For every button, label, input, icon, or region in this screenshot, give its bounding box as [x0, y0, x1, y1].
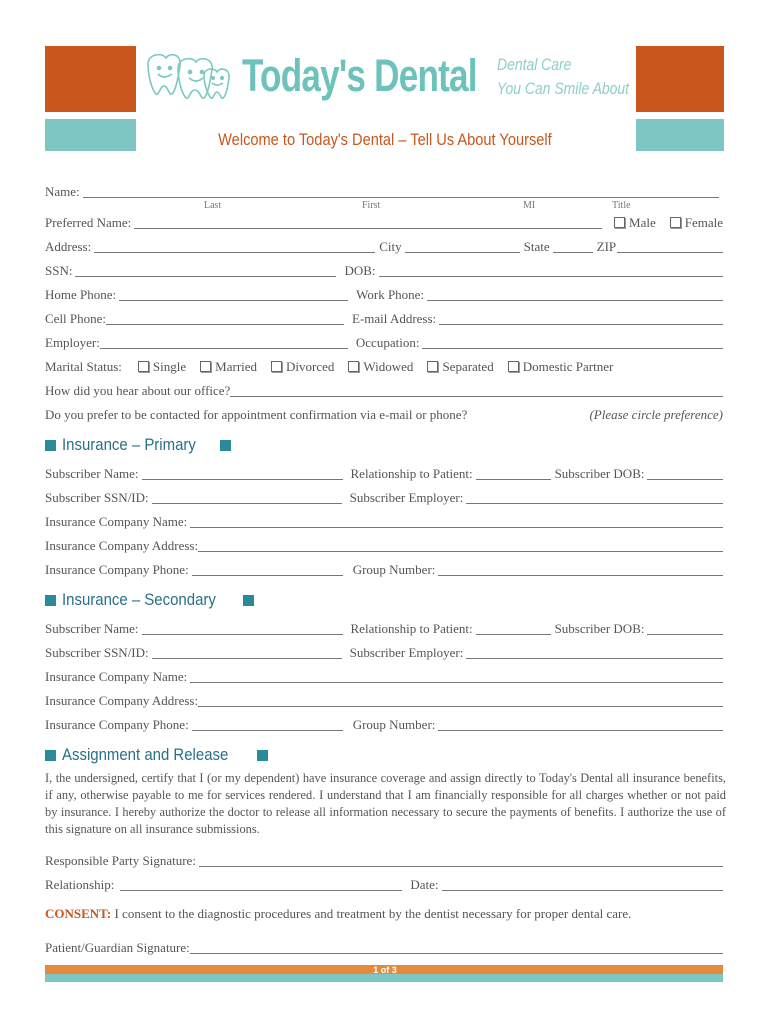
primary-subscriber-ssn-label: Subscriber SSN/ID:: [45, 490, 149, 505]
consent-bold: CONSENT:: [45, 906, 112, 921]
zip-field[interactable]: [617, 240, 723, 253]
secondary-relationship-label: Relationship to Patient:: [350, 621, 473, 636]
marital-option-widowed[interactable]: [348, 359, 413, 375]
dob-label: DOB:: [344, 263, 376, 278]
section-insurance-primary: [45, 435, 231, 455]
tooth-mascots-logo: [142, 50, 238, 108]
sub-last: Last: [204, 200, 222, 211]
primary-relationship-field[interactable]: [476, 467, 551, 480]
cell-phone-field[interactable]: [106, 312, 344, 325]
separated-label: Separated: [442, 359, 494, 374]
primary-company-address-field[interactable]: [198, 539, 723, 552]
primary-company-address-row: [45, 536, 723, 554]
relationship-field[interactable]: [120, 878, 402, 891]
relationship-date-row: [45, 875, 723, 893]
marital-option-divorced[interactable]: [271, 359, 334, 375]
hear-row: [45, 381, 723, 399]
cell-phone-label: Cell Phone:: [45, 311, 107, 326]
marital-option-domestic-partner[interactable]: [508, 359, 614, 375]
secondary-company-phone-row: [45, 715, 723, 733]
domestic-partner-checkbox[interactable]: [508, 361, 519, 372]
marital-row: [45, 357, 723, 375]
date-field[interactable]: [442, 878, 724, 891]
primary-subscriber-dob-label: Subscriber DOB:: [554, 466, 645, 481]
city-field[interactable]: [405, 240, 520, 253]
employer-row: [45, 333, 723, 351]
male-label: Male: [629, 215, 656, 230]
home-phone-label: Home Phone:: [45, 287, 117, 302]
phone-row: [45, 285, 723, 303]
consent-statement: [45, 906, 631, 922]
secondary-company-address-field[interactable]: [198, 694, 723, 707]
section-bullet-icon: [45, 750, 56, 761]
secondary-title: Insurance – Secondary: [62, 590, 216, 609]
guardian-signature-field[interactable]: [190, 941, 723, 954]
male-checkbox[interactable]: [614, 217, 625, 228]
secondary-subscriber-ssn-label: Subscriber SSN/ID:: [45, 645, 149, 660]
widowed-checkbox[interactable]: [348, 361, 359, 372]
relationship-label: Relationship:: [45, 877, 115, 892]
header-orange-bar-left: [45, 46, 136, 112]
secondary-subscriber-row: [45, 619, 723, 637]
primary-subscriber-ssn-field[interactable]: [152, 491, 342, 504]
sub-first: First: [362, 200, 381, 211]
secondary-company-address-row: [45, 691, 723, 709]
primary-subscriber-row: [45, 464, 723, 482]
secondary-company-name-label: Insurance Company Name:: [45, 669, 188, 684]
secondary-subscriber-employer-label: Subscriber Employer:: [349, 645, 464, 660]
separated-checkbox[interactable]: [427, 361, 438, 372]
female-label: Female: [684, 215, 723, 230]
brand-name: Today's Dental: [242, 50, 477, 101]
name-row: [45, 182, 723, 200]
secondary-subscriber-dob-label: Subscriber DOB:: [554, 621, 645, 636]
date-label: Date:: [410, 877, 439, 892]
primary-company-name-row: [45, 512, 723, 530]
male-option[interactable]: [614, 215, 656, 231]
state-field[interactable]: [553, 240, 593, 253]
hear-field[interactable]: [230, 384, 723, 397]
dob-field[interactable]: [379, 264, 723, 277]
employer-label: Employer:: [45, 335, 100, 350]
marital-option-separated[interactable]: [427, 359, 493, 375]
primary-ssn-row: [45, 488, 723, 506]
single-label: Single: [152, 359, 187, 374]
domestic-partner-label: Domestic Partner: [522, 359, 614, 374]
work-phone-label: Work Phone:: [356, 287, 425, 302]
primary-subscriber-employer-field[interactable]: [466, 491, 723, 504]
divorced-label: Divorced: [286, 359, 335, 374]
preferred-field[interactable]: [134, 216, 602, 229]
married-label: Married: [215, 359, 258, 374]
city-label: City: [379, 239, 402, 254]
secondary-relationship-field[interactable]: [476, 622, 551, 635]
primary-group-number-field[interactable]: [438, 563, 723, 576]
email-label: E-mail Address:: [352, 311, 437, 326]
contact-row: [45, 405, 723, 423]
primary-company-address-label: Insurance Company Address:: [45, 538, 199, 553]
contact-note: (Please circle preference): [589, 407, 723, 422]
occupation-label: Occupation:: [355, 335, 420, 350]
primary-subscriber-name-label: Subscriber Name:: [45, 466, 139, 481]
consent-text: I consent to the diagnostic procedures and treatment by the dentist necessary for proper dental care.: [111, 906, 632, 921]
footer-teal-bar: [45, 974, 723, 982]
responsible-signature-field[interactable]: [199, 854, 723, 867]
secondary-company-phone-field[interactable]: [192, 718, 343, 731]
secondary-company-name-row: [45, 667, 723, 685]
secondary-subscriber-name-field[interactable]: [142, 622, 343, 635]
work-phone-field[interactable]: [427, 288, 723, 301]
secondary-subscriber-dob-field[interactable]: [647, 622, 723, 635]
marital-option-married[interactable]: [200, 359, 257, 375]
section-bullet-icon: [257, 750, 268, 761]
section-bullet-icon: [45, 595, 56, 606]
primary-subscriber-dob-field[interactable]: [647, 467, 723, 480]
guardian-signature-label: Patient/Guardian Signature:: [45, 940, 190, 955]
welcome-heading: Welcome to Today's Dental – Tell Us About Yourself: [218, 130, 552, 149]
section-assignment: [45, 745, 268, 765]
female-checkbox[interactable]: [670, 217, 681, 228]
section-insurance-secondary: [45, 590, 254, 610]
secondary-company-address-label: Insurance Company Address:: [45, 693, 199, 708]
secondary-subscriber-ssn-field[interactable]: [152, 646, 342, 659]
sub-title: Title: [612, 200, 631, 211]
cell-row: [45, 309, 723, 327]
occupation-field[interactable]: [422, 336, 723, 349]
female-option[interactable]: [670, 215, 723, 231]
marital-option-single[interactable]: [138, 359, 186, 375]
assignment-text: I, the undersigned, certify that I (or my dependent) have insurance coverage and assign directly to Today's Dental all insurance benefits, if any, otherwise payable to me for services rendered. I understand that I am financially responsible for all charges whether or not paid by insurance. I hereby authorize the doctor to release all information necessary to secure the payments of benefits. I authorize the use of this signature on all insurance submissions.: [45, 771, 726, 836]
primary-company-name-label: Insurance Company Name:: [45, 514, 188, 529]
tagline-line-2: You Can Smile About: [497, 79, 629, 98]
hear-label: How did you hear about our office?: [45, 383, 231, 398]
address-field[interactable]: [94, 240, 375, 253]
ssn-label: SSN:: [45, 263, 73, 278]
preferred-label: Preferred Name:: [45, 215, 132, 230]
header-orange-bar-right: [636, 46, 724, 112]
primary-relationship-label: Relationship to Patient:: [350, 466, 473, 481]
secondary-subscriber-employer-field[interactable]: [466, 646, 723, 659]
secondary-ssn-row: [45, 643, 723, 661]
zip-label: ZIP: [596, 239, 617, 254]
secondary-company-phone-label: Insurance Company Phone:: [45, 717, 189, 732]
address-row: [45, 237, 723, 255]
secondary-subscriber-name-label: Subscriber Name:: [45, 621, 139, 636]
email-field[interactable]: [439, 312, 723, 325]
guardian-row: [45, 938, 723, 956]
primary-company-phone-label: Insurance Company Phone:: [45, 562, 189, 577]
primary-group-number-label: Group Number:: [352, 562, 436, 577]
responsible-row: [45, 851, 723, 869]
primary-company-phone-field[interactable]: [192, 563, 343, 576]
tagline-line-1: Dental Care: [497, 55, 572, 74]
state-label: State: [523, 239, 550, 254]
sub-mi: MI: [523, 200, 536, 211]
married-checkbox[interactable]: [200, 361, 211, 372]
secondary-company-name-field[interactable]: [190, 670, 723, 683]
primary-subscriber-name-field[interactable]: [142, 467, 343, 480]
marital-label: Marital Status:: [45, 359, 122, 374]
responsible-signature-label: Responsible Party Signature:: [45, 853, 196, 868]
name-label: Name:: [45, 184, 80, 199]
page-number: 1 of 3: [373, 965, 397, 975]
contact-question: Do you prefer to be contacted for appointment confirmation via e-mail or phone?: [45, 407, 468, 422]
assignment-title: Assignment and Release: [62, 745, 229, 764]
section-bullet-icon: [45, 440, 56, 451]
secondary-group-number-field[interactable]: [438, 718, 723, 731]
primary-subscriber-employer-label: Subscriber Employer:: [349, 490, 464, 505]
primary-title: Insurance – Primary: [62, 435, 196, 454]
secondary-group-number-label: Group Number:: [352, 717, 436, 732]
ssn-field[interactable]: [75, 264, 336, 277]
section-bullet-icon: [243, 595, 254, 606]
name-field[interactable]: [83, 185, 719, 198]
address-label: Address:: [45, 239, 92, 254]
preferred-row: [45, 213, 723, 231]
primary-company-name-field[interactable]: [190, 515, 723, 528]
section-bullet-icon: [220, 440, 231, 451]
single-checkbox[interactable]: [138, 361, 149, 372]
home-phone-field[interactable]: [119, 288, 348, 301]
divorced-checkbox[interactable]: [271, 361, 282, 372]
primary-company-phone-row: [45, 560, 723, 578]
widowed-label: Widowed: [363, 359, 414, 374]
employer-field[interactable]: [100, 336, 348, 349]
ssn-row: [45, 261, 723, 279]
